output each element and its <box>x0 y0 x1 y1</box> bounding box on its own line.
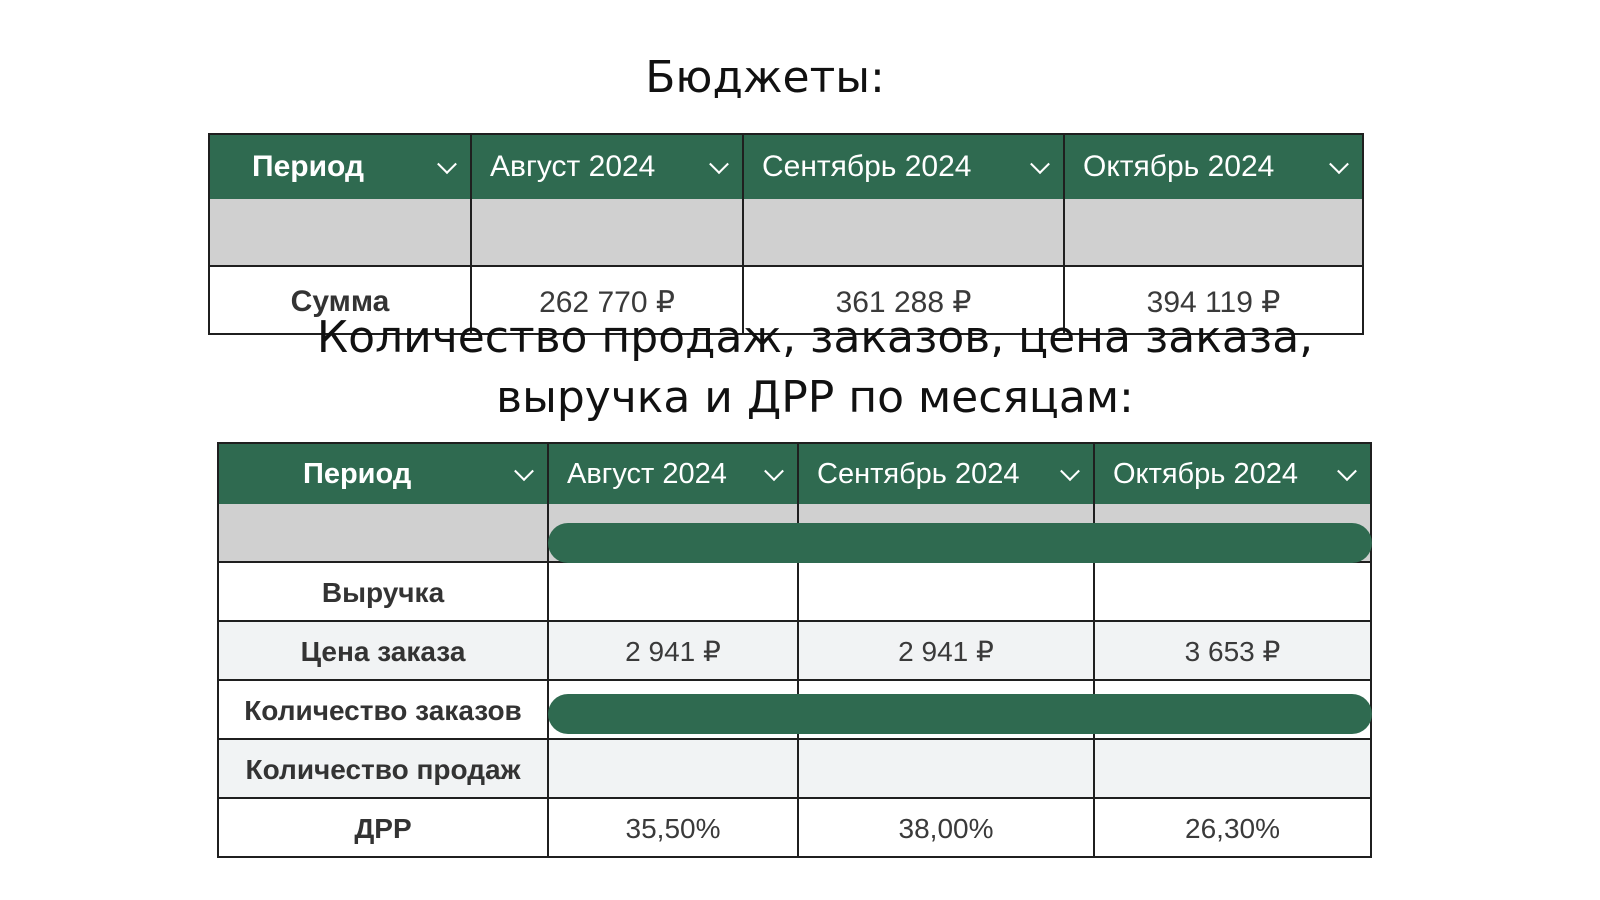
header-oct-2024[interactable]: Октябрь 2024 <box>1094 443 1371 504</box>
cell-value <box>1094 562 1371 621</box>
chevron-down-icon[interactable] <box>764 461 784 481</box>
chevron-down-icon[interactable] <box>1337 461 1357 481</box>
chevron-down-icon[interactable] <box>1329 154 1349 174</box>
header-aug-2024[interactable]: Август 2024 <box>471 134 743 199</box>
header-oct-2024[interactable]: Октябрь 2024 <box>1064 134 1363 199</box>
sales-heading <box>20 308 1600 428</box>
cell-value: 2 941 ₽ <box>798 621 1094 680</box>
header-separator <box>209 199 1363 266</box>
cell-value: 38,00% <box>798 798 1094 857</box>
budgets-table <box>208 133 1364 335</box>
sales-heading-line2: выручка и ДРР по месяцам: <box>496 372 1134 423</box>
cell-value: 26,30% <box>1094 798 1371 857</box>
header-row <box>209 134 1363 199</box>
cell-value: 394 119 ₽ <box>1064 266 1363 334</box>
cell-value <box>1094 739 1371 798</box>
row-label: Количество заказов <box>218 680 548 739</box>
cell-value <box>798 562 1094 621</box>
chevron-down-icon[interactable] <box>437 154 457 174</box>
budgets-heading: Бюджеты: <box>645 52 885 103</box>
redaction-bar-revenue <box>548 523 1372 563</box>
chevron-down-icon[interactable] <box>709 154 729 174</box>
table-row <box>218 621 1371 680</box>
cell-value: 262 770 ₽ <box>471 266 743 334</box>
cell-value: 361 288 ₽ <box>743 266 1064 334</box>
sales-heading-line1: Количество продаж, заказов, цена заказа, <box>316 312 1314 363</box>
header-aug-2024[interactable]: Август 2024 <box>548 443 798 504</box>
cell-value: 35,50% <box>548 798 798 857</box>
header-period[interactable]: Период <box>209 134 471 199</box>
table-row <box>218 562 1371 621</box>
chevron-down-icon[interactable] <box>1030 154 1050 174</box>
row-label: Выручка <box>218 562 548 621</box>
cell-value <box>548 562 798 621</box>
table-row <box>218 798 1371 857</box>
chevron-down-icon[interactable] <box>1060 461 1080 481</box>
header-sep-2024[interactable]: Сентябрь 2024 <box>798 443 1094 504</box>
redaction-bar-sales-count <box>548 694 1372 734</box>
sales-table <box>217 442 1372 858</box>
row-label: Количество продаж <box>218 739 548 798</box>
cell-value <box>548 739 798 798</box>
header-sep-2024[interactable]: Сентябрь 2024 <box>743 134 1064 199</box>
table-row <box>218 739 1371 798</box>
header-row <box>218 443 1371 504</box>
header-period[interactable]: Период <box>218 443 548 504</box>
row-label: Цена заказа <box>218 621 548 680</box>
cell-value: 3 653 ₽ <box>1094 621 1371 680</box>
chevron-down-icon[interactable] <box>514 461 534 481</box>
row-label: ДРР <box>218 798 548 857</box>
cell-value <box>798 739 1094 798</box>
row-label: Сумма <box>209 266 471 334</box>
cell-value: 2 941 ₽ <box>548 621 798 680</box>
